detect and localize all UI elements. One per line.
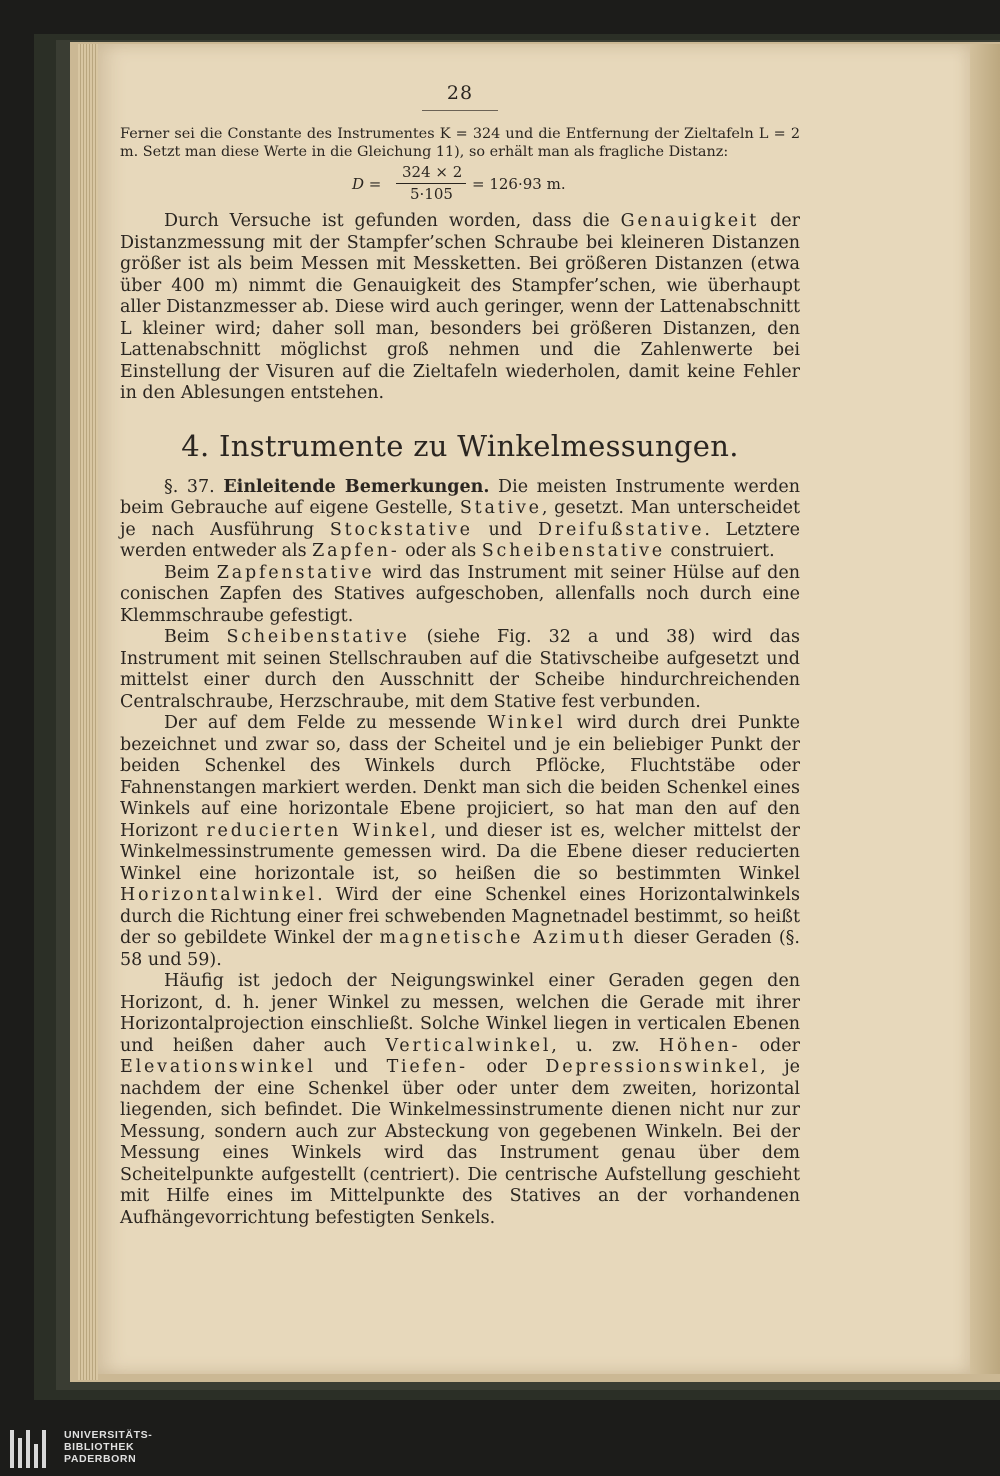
right-page-edge: [968, 44, 1000, 1374]
fraction-bar: [396, 183, 466, 184]
text-column: [120, 82, 800, 1229]
intro-paragraph: Ferner sei die Constante des Instrumentes K = 324 und die Entfernung der Zieltafeln L = 2 m. Setzt man diese Werte in die Gleichung 11), so erhält man als fragliche Distanz:: [120, 126, 800, 160]
paragraph-accuracy: Durch Versuche ist gefunden worden, dass die Genauigkeit der Distanzmessung mit der Stampfer’schen Schraube bei kleineren Distanzen größer ist als beim Messen mit Messketten. Bei größeren Distanzen (etwa über 400 m) nimmt die Genauigkeit des Stampfer’schen, wie überhaupt aller Distanzmesser ab. Diese wird auch geringer, wenn der Lattenabschnitt L kleiner wird; daher soll man, besonders bei größeren Distanzen, den Lattenabschnitt möglichst groß nehmen und die Zahlenwerte bei Einstellung der Visuren auf die Zieltafeln wiederholen, damit keine Fehler in den Ablesungen entstehen.: [120, 211, 800, 403]
formula-rhs: = 126·93 m.: [472, 175, 566, 193]
paragraph-introduction: §. 37. Einleitende Bemerkungen. Die meisten Instrumente werden beim Gebrauche auf eigene Gestelle, Stative, gesetzt. Man unterscheidet je nach Ausführung Stockstative und Dreifußstative. Letztere werden entweder als Zapfen- oder als Scheibenstative construiert.: [120, 476, 800, 561]
library-logo-text: UNIVERSITÄTS- BIBLIOTHEK PADERBORN: [64, 1429, 153, 1465]
formula-denominator: 5·105: [410, 185, 453, 203]
paragraph-scheibenstative: Beim Scheibenstative (siehe Fig. 32 a und 38) wird das Instrument mit seinen Stellschrauben auf die Stativscheibe aufgesetzt und mittelst einer durch den Ausschnitt der Scheibe hindurchreichenden Centralschraube, Herzschraube, mit dem Stative fest verbunden.: [120, 627, 800, 712]
paragraph-zapfenstative: Beim Zapfenstative wird das Instrument mit seiner Hülse auf den conischen Zapfen des Statives aufgeschoben, allenfalls noch durch eine Klemmschraube gefestigt.: [120, 562, 800, 626]
distance-formula: [120, 163, 800, 207]
section-heading: 4. Instrumente zu Winkelmessungen.: [181, 428, 739, 463]
formula-numerator: 324 × 2: [402, 163, 463, 181]
paragraph-neigungswinkel: Häufig ist jedoch der Neigungswinkel einer Geraden gegen den Horizont, d. h. jener Winkel zu messen, welchen die Gerade mit ihrer Horizontalprojection einschließt. Solche Winkel liegen in verticalen Ebenen und heißen daher auch Verticalwinkel, u. zw. Höhen- oder Elevationswinkel und Tiefen- oder Depressionswinkel, je nachdem der eine Schenkel über oder unter dem zweiten, horizontal liegenden, sich befindet. Die Winkelmessinstrumente dienen nicht nur zur Messung, sondern auch zur Absteckung von gegebenen Winkeln. Bei der Messung eines Winkels wird das Instrument genau über dem Scheitelpunkte aufgestellt (centriert). Die centrische Aufstellung geschieht mit Hilfe eines im Mittelpunkte des Statives an der vorhandenen Aufhängevorrichtung befestigten Senkels.: [120, 971, 800, 1228]
library-logo: [10, 1424, 170, 1470]
library-logo-icon: [10, 1430, 54, 1468]
formula-lhs: D =: [352, 175, 382, 193]
paragraph-winkel: Der auf dem Felde zu messende Winkel wird durch drei Punkte bezeichnet und zwar so, dass der Scheitel und je ein beliebiger Punkt der beiden Schenkel des Winkels durch Pflöcke, Fluchtstäbe oder Fahnenstangen markiert werden. Denkt man sich die beiden Schenkel eines Winkels auf eine horizontale Ebene projiciert, so hat man den auf den Horizont reducierten Winkel, und dieser ist es, welcher mittelst der Winkelmessinstrumente gemessen wird. Da die Ebene dieser reducierten Winkel eine horizontale ist, so heißen die so bestimmten Winkel Horizontalwinkel. Wird der eine Schenkel eines Horizontalwinkels durch die Richtung einer frei schwebenden Magnetnadel bestimmt, so heißt der so gebildete Winkel der magnetische Azimuth dieser Geraden (§. 58 und 59).: [120, 713, 801, 970]
page-number: 28: [422, 82, 498, 111]
